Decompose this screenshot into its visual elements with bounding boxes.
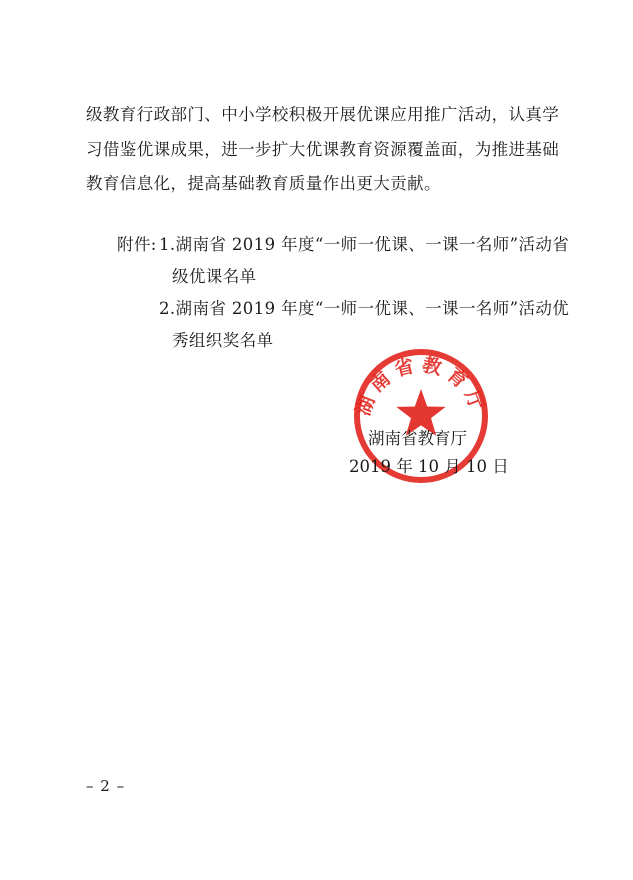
attachments-label: 附件:: [117, 235, 157, 254]
signature-org: 湖南省教育厅: [368, 429, 467, 448]
seal-text: 湖南省教育厅: [352, 353, 490, 419]
attachment-1-line-2: 级优课名单: [172, 267, 257, 286]
body-text-line-2: 习借鉴优课成果，进一步扩大优课教育资源覆盖面，为推进基础: [86, 140, 560, 159]
body-text-line-3: 教育信息化，提高基础教育质量作出更大贡献。: [86, 174, 441, 193]
body-text-line-1: 级教育行政部门、中小学校积极开展优课应用推广活动，认真学: [86, 105, 560, 124]
attachment-2-line-1: 2.湖南省 2019 年度“一师一优课、一课一名师”活动优: [159, 299, 570, 318]
attachment-2-line-2: 秀组织奖名单: [172, 331, 274, 350]
attachment-1-line-1: 1.湖南省 2019 年度“一师一优课、一课一名师”活动省: [159, 235, 570, 254]
signature-date: 2019 年 10 月 10 日: [349, 457, 509, 476]
page-number: – 2 –: [86, 777, 126, 795]
